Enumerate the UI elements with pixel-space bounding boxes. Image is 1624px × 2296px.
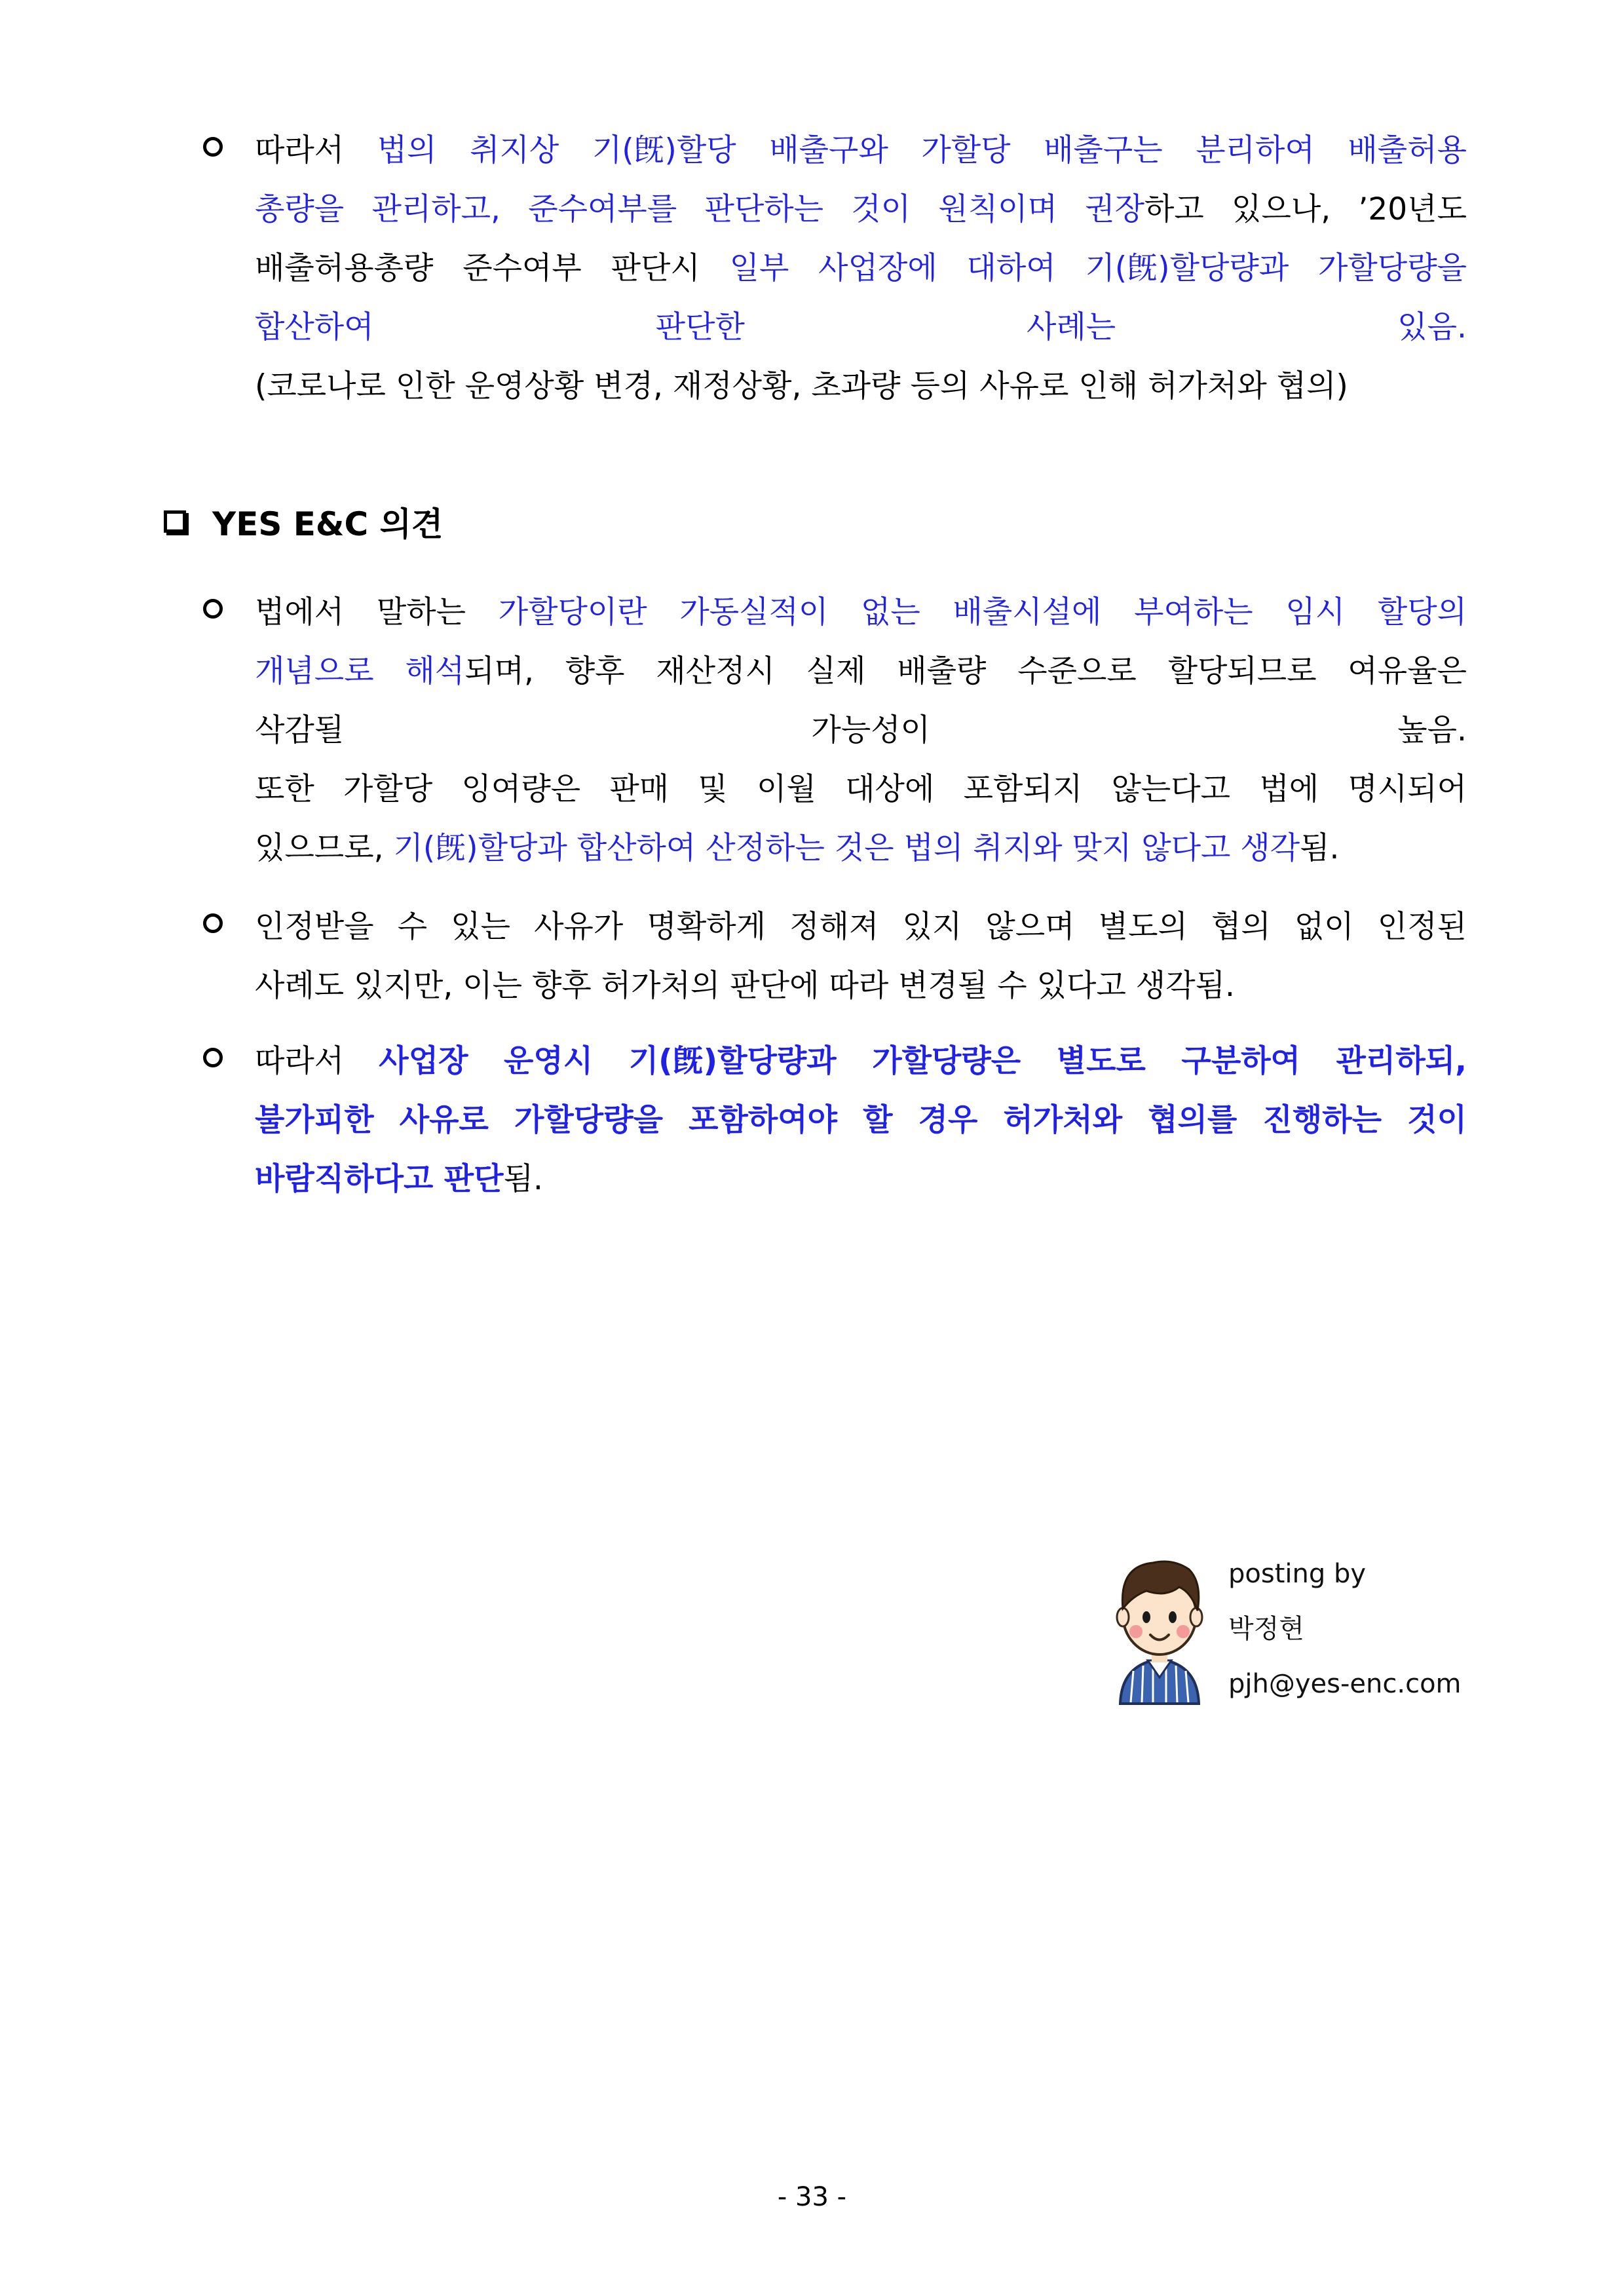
paragraph-text xyxy=(255,583,1467,878)
page-number: - 33 - xyxy=(777,2182,847,2212)
text-run: 인정받을 수 있는 사유가 명확하게 정해져 있지 않으며 별도의 협의 없이 인정된 xyxy=(255,909,1467,945)
text-run: 기(旣)할당과 합산하여 산정하는 것은 법의 취지와 맞지 않다고 생각 xyxy=(393,830,1300,866)
text-line xyxy=(255,298,1467,357)
text-run: 합산하여 판단한 사례는 있음. xyxy=(255,309,1467,345)
text-run: 불가피한 사유로 가할당량을 포함하여야 할 경우 허가처와 협의를 진행하는 것이 xyxy=(255,1102,1467,1138)
author-signature xyxy=(1107,1540,1474,1730)
text-run: (코로나로 인한 운영상황 변경, 재정상황, 초과량 등의 사유로 인해 허가처와 협의) xyxy=(255,368,1348,404)
paragraph-text xyxy=(255,898,1467,1016)
text-line xyxy=(255,180,1467,239)
text-line xyxy=(255,239,1467,298)
text-run: 따라서 xyxy=(255,132,377,168)
text-line xyxy=(255,1032,1467,1091)
text-run: 가할당이란 가동실적이 없는 배출시설에 부여하는 임시 할당의 xyxy=(498,594,1467,630)
section-heading xyxy=(164,498,443,545)
text-line xyxy=(255,957,1467,1016)
text-line xyxy=(255,760,1467,819)
text-line xyxy=(255,898,1467,957)
text-run: 있으므로, xyxy=(255,830,394,866)
text-run: 됨. xyxy=(1300,830,1340,866)
author-info xyxy=(1228,1546,1462,1712)
text-run: 법에서 말하는 xyxy=(255,594,499,630)
author-email: pjh@yes-enc.com xyxy=(1228,1669,1462,1699)
text-run: 사업장 운영시 기(旣)할당량과 가할당량은 별도로 구분하여 관리하되, xyxy=(379,1043,1467,1079)
section-title: YES E&C 의견 xyxy=(212,505,444,543)
text-run: 따라서 xyxy=(255,1043,379,1079)
text-line xyxy=(255,121,1467,180)
text-line xyxy=(255,642,1467,701)
text-run: 하고 있으나, ’20년도 xyxy=(1144,191,1467,227)
circle-bullet-icon xyxy=(203,1048,223,1067)
circle-bullet-icon xyxy=(203,137,223,157)
text-line xyxy=(255,583,1467,642)
text-run: 총량을 관리하고, 준수여부를 판단하는 것이 원칙이며 권장 xyxy=(255,191,1145,227)
text-run: 일부 사업장에 대하여 기(旣)할당량과 가할당량을 xyxy=(729,250,1467,286)
text-run: 사례도 있지만, 이는 향후 허가처의 판단에 따라 변경될 수 있다고 생각됨. xyxy=(255,968,1235,1004)
text-line xyxy=(255,357,1467,416)
text-run: 또한 가할당 잉여량은 판매 및 이월 대상에 포함되지 않는다고 법에 명시되어 xyxy=(255,771,1467,807)
text-line xyxy=(255,1150,1467,1209)
text-line xyxy=(255,819,1467,878)
text-run: 바람직하다고 판단 xyxy=(255,1161,504,1197)
square-bullet-icon xyxy=(164,510,186,533)
text-run: 삭감될 가능성이 높음. xyxy=(255,712,1467,748)
boy-avatar-icon xyxy=(1107,1540,1212,1710)
text-line xyxy=(255,701,1467,760)
text-run: 되며, 향후 재산정시 실제 배출량 수준으로 할당되므로 여유율은 xyxy=(464,653,1467,689)
paragraph-text xyxy=(255,1032,1467,1209)
text-run: 법의 취지상 기(旣)할당 배출구와 가할당 배출구는 분리하여 배출허용 xyxy=(377,132,1467,168)
circle-bullet-icon xyxy=(203,599,223,619)
text-run: 배출허용총량 준수여부 판단시 xyxy=(255,250,730,286)
author-name: 박정현 xyxy=(1228,1614,1304,1644)
posting-by-label: posting by xyxy=(1228,1559,1367,1589)
text-run: 개념으로 해석 xyxy=(255,653,465,689)
paragraph-text xyxy=(255,121,1467,416)
text-run: 됨. xyxy=(503,1161,543,1197)
circle-bullet-icon xyxy=(203,913,223,933)
text-line xyxy=(255,1091,1467,1150)
